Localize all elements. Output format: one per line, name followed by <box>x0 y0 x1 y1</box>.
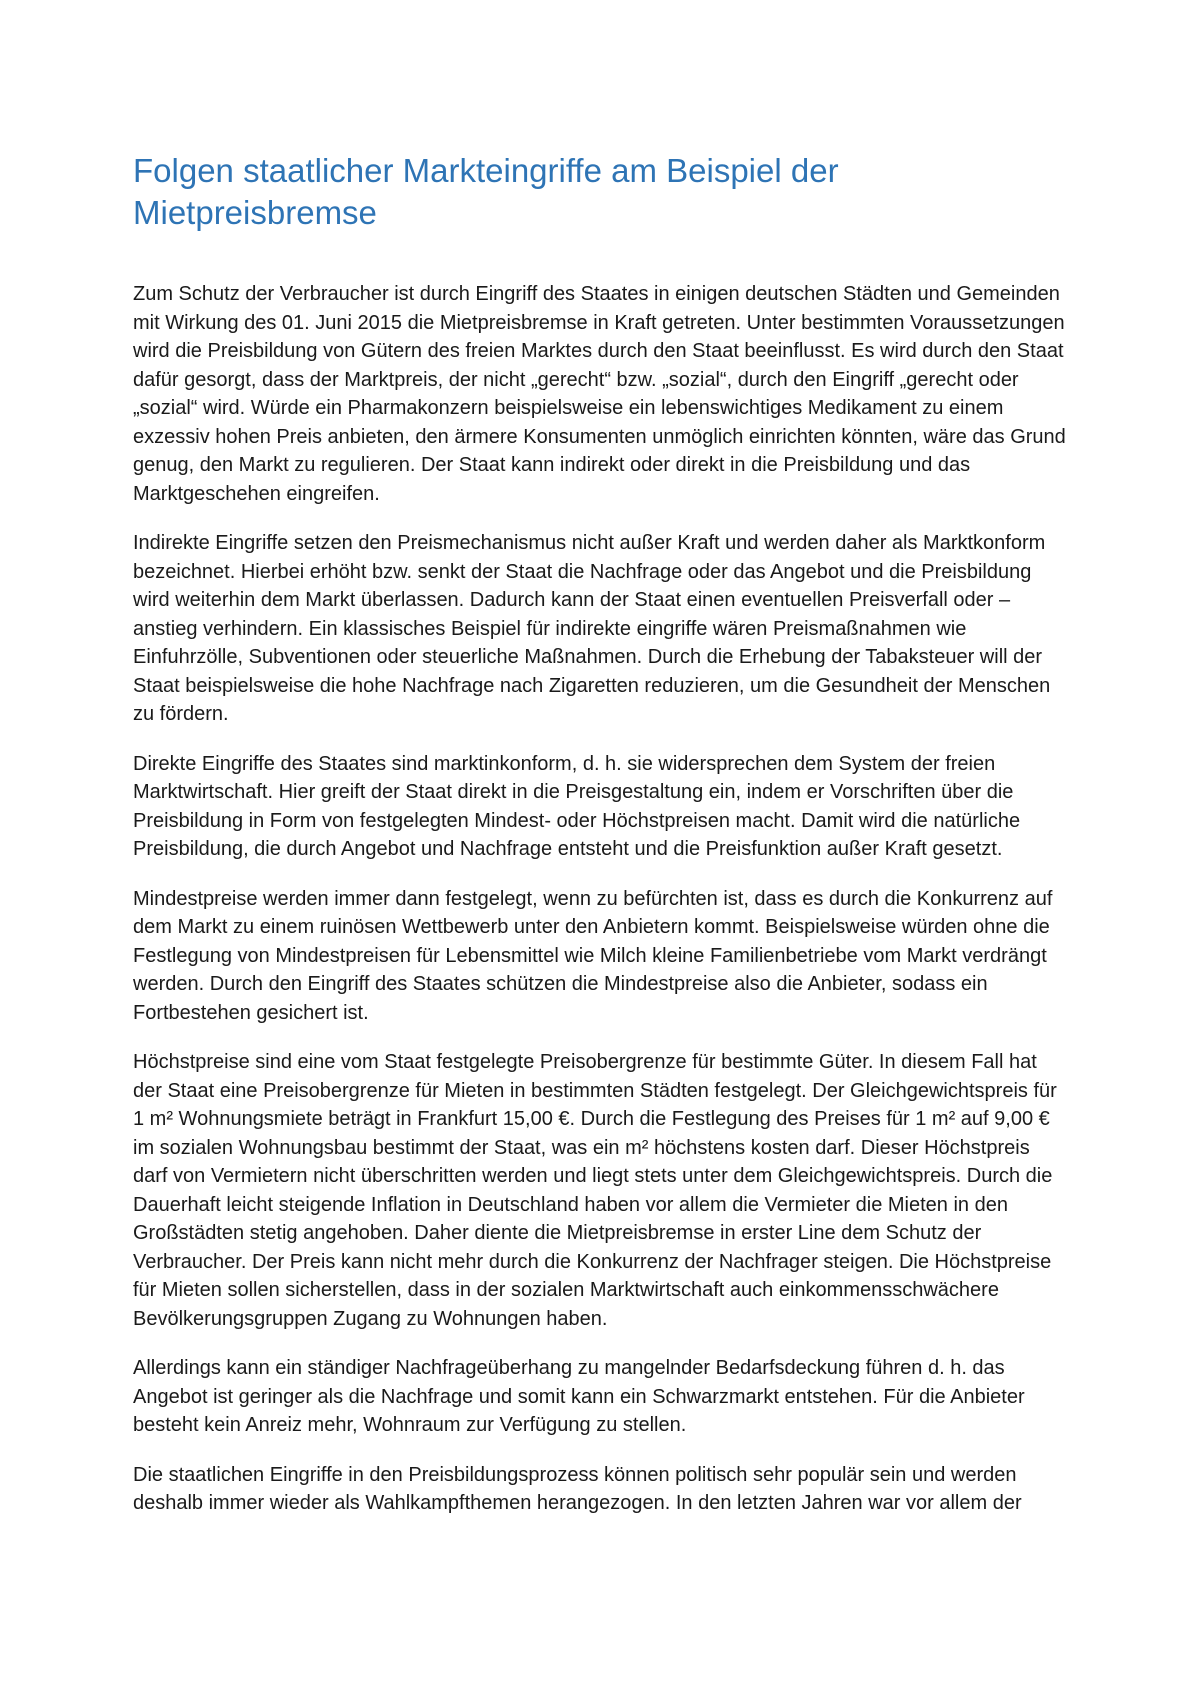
paragraph: Zum Schutz der Verbraucher ist durch Eingriff des Staates in einigen deutschen Städten und Gemeinden mit Wirkung des 01. Juni 2015 die Mietpreisbremse in Kraft getreten. Unter bestimmten Voraussetzungen wird die Preisbildung von Gütern des freien Marktes durch den Staat beeinflusst. Es wird durch den Staat dafür gesorgt, dass der Marktpreis, der nicht „gerecht“ bzw. „sozial“, durch den Eingriff „gerecht oder „sozial“ wird. Würde ein Pharmakonzern beispielsweise ein lebenswichtiges Medikament zu einem exzessiv hohen Preis anbieten, den ärmere Konsumenten unmöglich einrichten könnten, wäre das Grund genug, den Markt zu regulieren. Der Staat kann indirekt oder direkt in die Preisbildung und das Marktgeschehen eingreifen. <box>133 283 1066 505</box>
paragraph: Allerdings kann ein ständiger Nachfrageüberhang zu mangelnder Bedarfsdeckung führen d. h. das Angebot ist geringer als die Nachfrage und somit kann ein Schwarzmarkt entstehen. Für die Anbieter besteht kein Anreiz mehr, Wohnraum zur Verfügung zu stellen. <box>133 1357 1025 1436</box>
paragraph: Indirekte Eingriffe setzen den Preismechanismus nicht außer Kraft und werden daher als Marktkonform bezeichnet. Hierbei erhöht bzw. senkt der Staat die Nachfrage oder das Angebot und die Preisbildung wird weiterhin dem Markt überlassen. Dadurch kann der Staat einen eventuellen Preisverfall oder –anstieg verhindern. Ein klassisches Beispiel für indirekte eingriffe wären Preismaßnahmen wie Einfuhrzölle, Subventionen oder steuerliche Maßnahmen. Durch die Erhebung der Tabaksteuer will der Staat beispielsweise die hohe Nachfrage nach Zigaretten reduzieren, um die Gesundheit der Menschen zu fördern. <box>133 532 1051 725</box>
paragraph: Direkte Eingriffe des Staates sind marktinkonform, d. h. sie widersprechen dem System der freien Marktwirtschaft. Hier greift der Staat direkt in die Preisgestaltung ein, indem er Vorschriften über die Preisbildung in Form von festgelegten Mindest- oder Höchstpreisen macht. Damit wird die natürliche Preisbildung, die durch Angebot und Nachfrage entsteht und die Preisfunktion außer Kraft gesetzt. <box>133 752 1021 860</box>
document-body <box>133 280 1067 1518</box>
paragraph: Mindestpreise werden immer dann festgelegt, wenn zu befürchten ist, dass es durch die Konkurrenz auf dem Markt zu einem ruinösen Wettbewerb unter den Anbietern kommt. Beispielsweise würden ohne die Festlegung von Mindestpreisen für Lebensmittel wie Milch kleine Familienbetriebe vom Markt verdrängt werden. Durch den Eingriff des Staates schützen die Mindestpreise also die Anbieter, sodass ein Fortbestehen gesichert ist. <box>133 887 1053 1024</box>
page-title: Folgen staatlicher Markteingriffe am Beispiel der Mietpreisbremse <box>133 152 839 231</box>
paragraph: Höchstpreise sind eine vom Staat festgelegte Preisobergrenze für bestimmte Güter. In diesem Fall hat der Staat eine Preisobergrenze für Mieten in bestimmten Städten festgelegt. Der Gleichgewichtspreis für 1 m² Wohnungsmiete beträgt in Frankfurt 15,00 €. Durch die Festlegung des Preises für 1 m² auf 9,00 € im sozialen Wohnungsbau bestimmt der Staat, was ein m² höchstens kosten darf. Dieser Höchstpreis darf von Vermietern nicht überschritten werden und liegt stets unter dem Gleichgewichtspreis. Durch die Dauerhaft leicht steigende Inflation in Deutschland haben vor allem die Vermieter die Mieten in den Großstädten stetig angehoben. Daher diente die Mietpreisbremse in erster Line dem Schutz der Verbraucher. Der Preis kann nicht mehr durch die Konkurrenz der Nachfrager steigen. Die Höchstpreise für Mieten sollen sicherstellen, dass in der sozialen Marktwirtschaft auch einkommensschwächere Bevölkerungsgruppen Zugang zu Wohnungen haben. <box>133 1051 1057 1330</box>
paragraph: Die staatlichen Eingriffe in den Preisbildungsprozess können politisch sehr populär sein und werden deshalb immer wieder als Wahlkampfthemen herangezogen. In den letzten Jahren war vor allem der <box>133 1463 1022 1514</box>
